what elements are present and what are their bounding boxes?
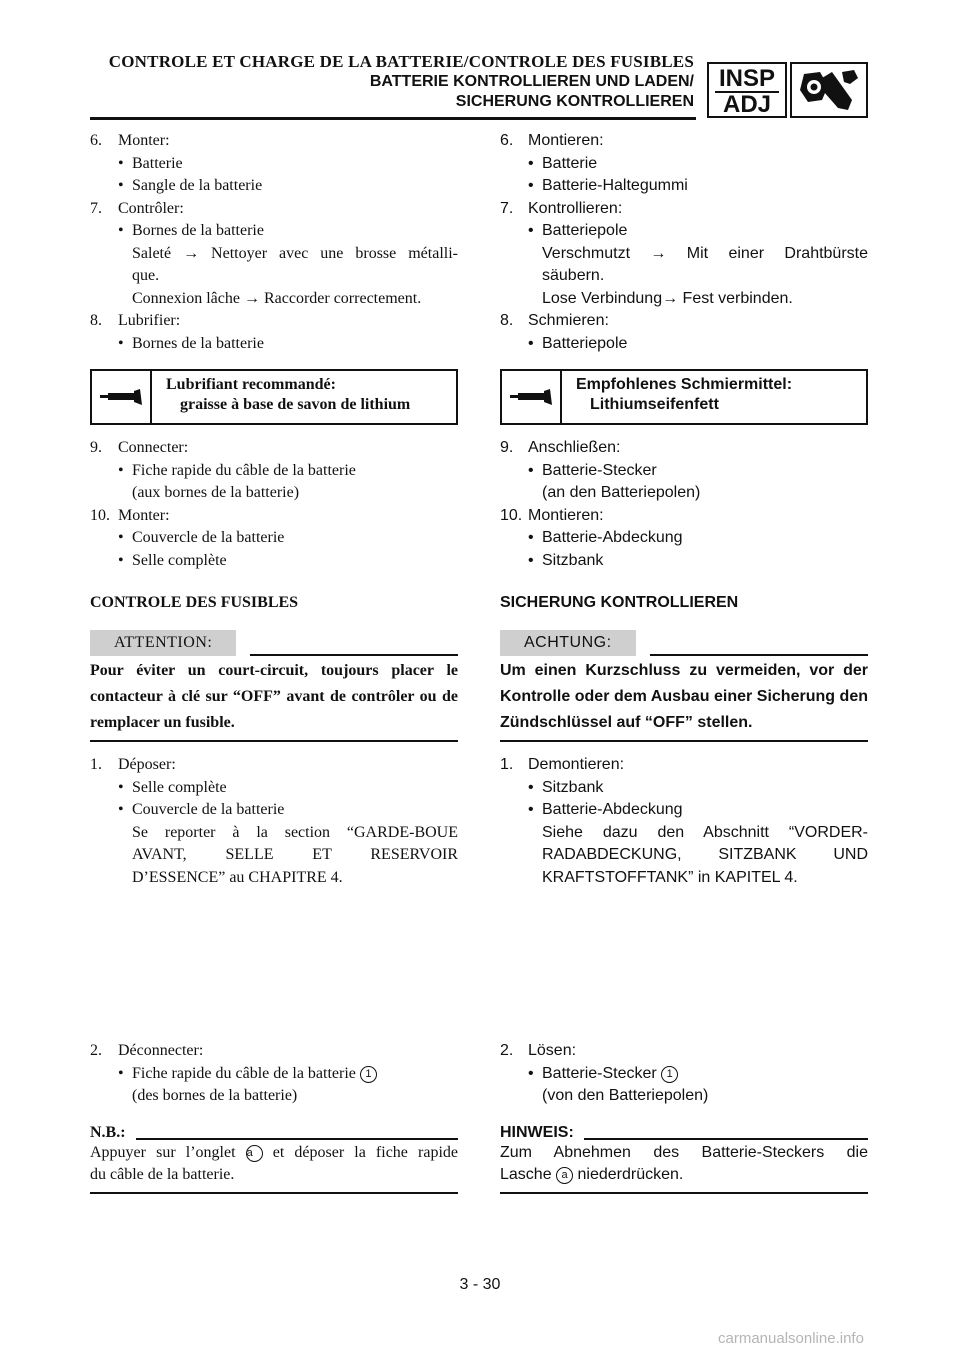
column-french xyxy=(90,130,458,1183)
step-number: 2. xyxy=(500,1042,514,1059)
detail-line: Saleté → Nettoyer avec une brosse métalli- xyxy=(132,244,458,262)
callout-a: a xyxy=(246,1145,263,1162)
detail-line: RADABDECKUNG, SITZBANK UND xyxy=(542,846,868,863)
bullet-item: • Fiche rapide du câble de la batterie xyxy=(90,460,458,483)
insp-adj-badge xyxy=(707,62,787,118)
watermark: carmanualsonline.info xyxy=(718,1330,864,1347)
step-label: Anschließen: xyxy=(528,439,621,456)
step-number: 6. xyxy=(500,132,514,149)
step-label: Connecter: xyxy=(118,439,189,456)
step-label: Demontieren: xyxy=(528,756,625,773)
step-number: 8. xyxy=(500,312,514,329)
note-label: N.B.: xyxy=(90,1123,126,1141)
bullet-item: • Couvercle de la batterie xyxy=(90,799,458,822)
lubricant-title: Lubrifiant recommandé: xyxy=(166,376,336,393)
bullet-item: • Batterie-Abdeckung xyxy=(500,799,868,822)
wrench-icon xyxy=(790,62,868,118)
bullet-item: • Batterie xyxy=(90,153,458,176)
step-number: 6. xyxy=(90,132,102,149)
bullet-item: • Bornes de la batterie xyxy=(90,333,458,356)
note-label: HINWEIS: xyxy=(500,1123,574,1141)
detail-line: D’ESSENCE” au CHAPITRE 4. xyxy=(132,868,343,886)
note-text: Zum Abnehmen des Batterie-Steckers die Lasche a niederdrücken. xyxy=(500,1142,868,1194)
header-rule xyxy=(90,117,696,120)
detail-line: Siehe dazu den Abschnitt “VORDER- xyxy=(542,823,868,841)
detail-line: säubern. xyxy=(542,267,605,284)
step-label: Contrôler: xyxy=(118,199,184,217)
header-title-de-2: SICHERUNG KONTROLLIEREN xyxy=(455,93,694,110)
warning-header xyxy=(500,628,868,656)
step-number: 7. xyxy=(500,199,514,217)
section-title: CONTROLE DES FUSIBLES xyxy=(90,594,299,611)
bullet-item: • Sitzbank xyxy=(500,550,868,573)
bullet-item: • Selle complète xyxy=(90,550,458,573)
bullet-item: • Batterie-Stecker 1 xyxy=(500,1063,868,1086)
step-number: 9. xyxy=(500,439,514,456)
warning-text: Um einen Kurzschluss zu vermeiden, vor der Kontrolle oder dem Ausbau einer Sicherung den Zündschlüssel auf “OFF” stellen. xyxy=(500,658,868,742)
bullet-item: • Selle complète xyxy=(90,777,458,800)
grease-gun-icon xyxy=(92,371,152,423)
badge-insp: INSP xyxy=(718,65,775,92)
bullet-item: • Fiche rapide du câble de la batterie 1 xyxy=(90,1063,458,1086)
step-label: Monter: xyxy=(118,506,170,524)
step-number: 10. xyxy=(90,506,110,524)
bullet-item: • Batterie-Stecker xyxy=(500,460,868,483)
step-label: Schmieren: xyxy=(528,312,609,329)
warning-header xyxy=(90,628,458,656)
bullet-item: • Batteriepole xyxy=(500,220,868,243)
step-label: Lubrifier: xyxy=(118,312,181,329)
detail-line: Verschmutzt → Mit einer Drahtbürste xyxy=(542,244,868,262)
warning-label: ATTENTION: xyxy=(90,630,236,656)
note-header xyxy=(90,1122,458,1142)
page-number: 3 - 30 xyxy=(459,1276,501,1293)
detail-line: (des bornes de la batterie) xyxy=(132,1087,298,1104)
bullet-item: • Sangle de la batterie xyxy=(90,175,458,198)
badge-adj: ADJ xyxy=(715,91,779,117)
callout-a: a xyxy=(556,1167,573,1184)
detail-line: KRAFTSTOFFTANK” in KAPITEL 4. xyxy=(542,868,798,886)
step-number: 7. xyxy=(90,199,102,217)
warning-label: ACHTUNG: xyxy=(500,630,636,656)
note-text: Appuyer sur l’onglet a et déposer la fiche rapide du câble de la batterie. xyxy=(90,1142,458,1194)
header-titles xyxy=(109,52,694,112)
step-number: 1. xyxy=(500,756,514,773)
detail-line: (von den Batteriepolen) xyxy=(542,1087,709,1104)
header-title-de-1: BATTERIE KONTROLLIEREN UND LADEN/ xyxy=(369,73,694,90)
step-label: Lösen: xyxy=(528,1042,577,1059)
warning-text: Pour éviter un court-circuit, toujours placer le contacteur à clé sur “OFF” avant de contrôler ou de remplacer un fusible. xyxy=(90,658,458,742)
lubricant-title: Empfohlenes Schmiermittel: xyxy=(576,376,793,393)
step-label: Monter: xyxy=(118,132,170,149)
grease-gun-icon xyxy=(502,371,562,423)
bullet-item: • Couvercle de la batterie xyxy=(90,527,458,550)
callout-1: 1 xyxy=(360,1066,377,1083)
step-label: Déconnecter: xyxy=(118,1042,204,1059)
lubricant-value: Lithiumseifenfett xyxy=(590,396,719,413)
detail-line: que. xyxy=(132,267,160,284)
detail-line: (aux bornes de la batterie) xyxy=(132,484,300,501)
lubricant-box xyxy=(90,369,458,425)
step-number: 10. xyxy=(500,506,523,524)
detail-line: Connexion lâche → Raccorder correctement. xyxy=(132,289,422,307)
callout-1: 1 xyxy=(661,1066,678,1083)
step-number: 8. xyxy=(90,312,102,329)
bullet-item: • Batterie-Abdeckung xyxy=(500,527,868,550)
lubricant-box xyxy=(500,369,868,425)
step-number: 1. xyxy=(90,756,102,773)
section-title: SICHERUNG KONTROLLIEREN xyxy=(500,594,739,611)
detail-line: (an den Batteriepolen) xyxy=(542,484,701,501)
detail-line: Se reporter à la section “GARDE-BOUE xyxy=(132,823,458,841)
header-title-fr: CONTROLE ET CHARGE DE LA BATTERIE/CONTROLE DES FUSIBLES xyxy=(108,52,694,71)
bullet-item: • Bornes de la batterie xyxy=(90,220,458,243)
detail-line: AVANT, SELLE ET RESERVOIR xyxy=(132,846,458,863)
bullet-item: • Batterie-Haltegummi xyxy=(500,175,868,198)
step-label: Montieren: xyxy=(528,132,604,149)
step-label: Kontrollieren: xyxy=(528,199,623,217)
lubricant-value: graisse à base de savon de lithium xyxy=(180,396,411,413)
step-label: Déposer: xyxy=(118,756,176,773)
step-number: 2. xyxy=(90,1042,102,1059)
bullet-item: • Batteriepole xyxy=(500,333,868,356)
bullet-item: • Batterie xyxy=(500,153,868,176)
detail-line: Lose Verbindung→ Fest verbinden. xyxy=(542,289,793,307)
note-header xyxy=(500,1122,868,1142)
column-german xyxy=(500,130,868,1183)
step-number: 9. xyxy=(90,439,102,456)
bullet-item: • Sitzbank xyxy=(500,777,868,800)
step-label: Montieren: xyxy=(528,506,604,524)
